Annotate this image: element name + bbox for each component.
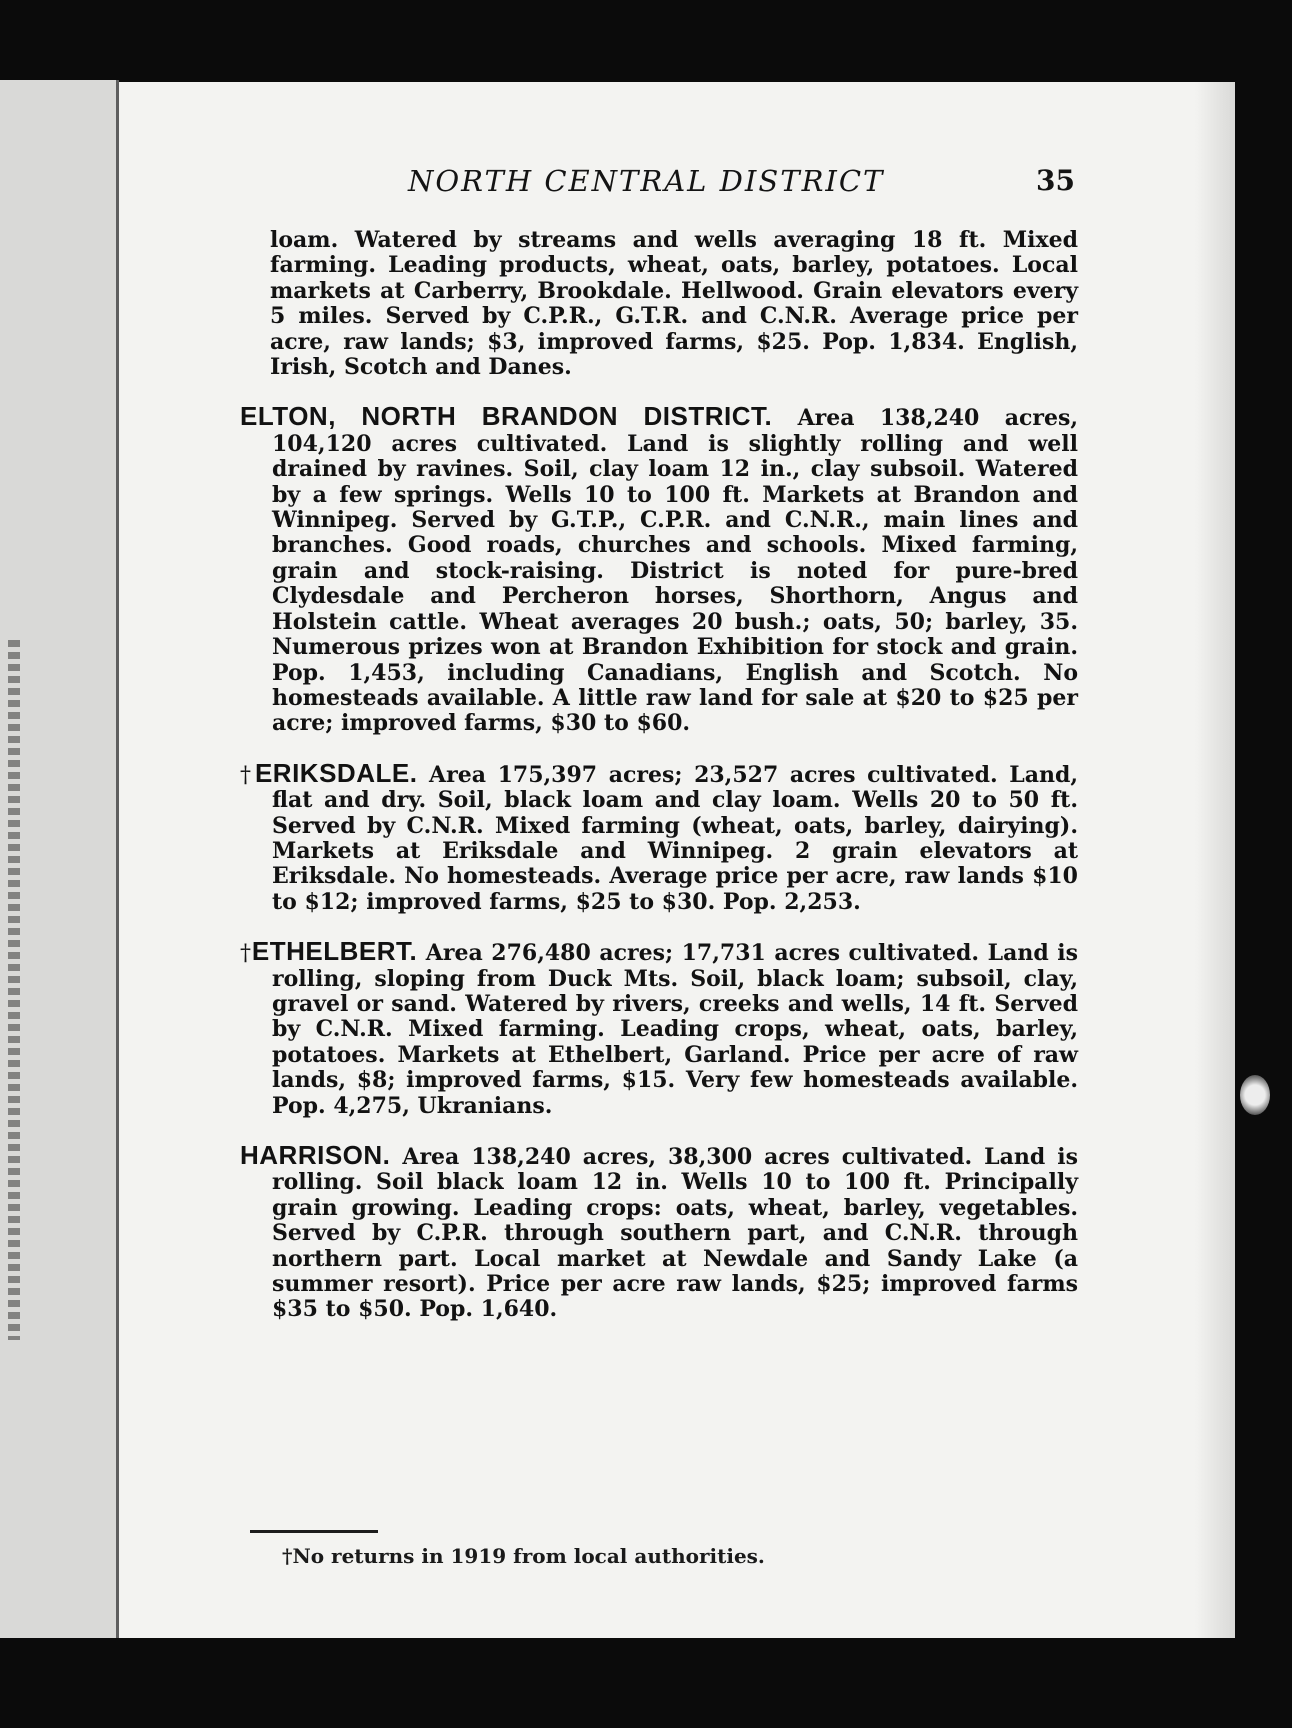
- page-number: 35: [1036, 164, 1075, 197]
- district-description: Area 138,240 acres, 38,300 acres cultivated. Land is rolling. Soil black loam 12 in. Wells 10 to 100 ft. Principally grain growing. Leading crops: oats, wheat, barley, vegetables. Served by C.P.R. through southern part, and C.N.R. through northern part. Local market at Newdale and Sandy Lake (a summer resort). Price per acre raw lands, $25; improved farms $35 to $50. Pop. 1,640.: [272, 1144, 1078, 1323]
- article-body: [240, 228, 1078, 1347]
- dagger-mark: †: [240, 941, 252, 967]
- dagger-mark: †: [240, 762, 255, 788]
- district-name: HARRISON.: [240, 1140, 391, 1170]
- page-edge-shadow: [1195, 82, 1235, 1644]
- district-entry-elton: [240, 401, 1078, 737]
- district-name: ETHELBERT.: [251, 936, 418, 967]
- district-name: ERIKSDALE.: [254, 757, 418, 788]
- district-description: Area 175,397 acres; 23,527 acres cultivated. Land, flat and dry. Soil, black loam and clay loam. Wells 20 to 50 ft. Served by C.N.R. Mixed farming (wheat, oats, barley, dairying). Markets at Eriksdale and Winnipeg. 2 grain elevators at Eriksdale. No homesteads. Average price per acre, raw lands $10 to $12; improved farms, $25 to $30. Pop. 2,253.: [272, 761, 1079, 915]
- district-entry-eriksdale: [240, 757, 1079, 915]
- running-header: NORTH CENTRAL DISTRICT: [408, 164, 885, 198]
- facing-page-edge: [0, 80, 119, 1640]
- footnote-rule: [250, 1530, 378, 1533]
- district-name: ELTON, NORTH BRANDON DISTRICT.: [240, 401, 773, 432]
- district-entry-ethelbert: [240, 936, 1079, 1119]
- district-description: Area 276,480 acres; 17,731 acres cultivated. Land is rolling, sloping from Duck Mts. Soil, black loam; subsoil, clay, gravel or sand. Watered by rivers, creeks and wells, 14 ft. Served by C.N.R. Mixed farming. Leading crops, wheat, oats, barley, potatoes. Markets at Ethelbert, Garland. Price per acre of raw lands, $8; improved farms, $15. Very few homesteads available. Pop. 4,275, Ukranians.: [272, 940, 1079, 1119]
- district-entry-harrison: [240, 1140, 1078, 1323]
- footnote: †No returns in 1919 from local authorities.: [282, 1544, 765, 1568]
- district-description: Area 138,240 acres, 104,120 acres cultivated. Land is slightly rolling and well drained by ravines. Soil, clay loam 12 in., clay subsoil. Watered by a few springs. Wells 10 to 100 ft. Markets at Brandon and Winnipeg. Served by G.T.P., C.P.R. and C.N.R., main lines and branches. Good roads, churches and schools. Mixed farming, grain and stock-raising. District is noted for pure-bred Clydesdale and Percheron horses, Shorthorn, Angus and Holstein cattle. Wheat averages 20 bush.; oats, 50; barley, 35. Numerous prizes won at Brandon Exhibition for stock and grain. Pop. 1,453, including Canadians, English and Scotch. No homesteads available. A little raw land for sale at $20 to $25 per acre; improved farms, $30 to $60.: [272, 405, 1078, 737]
- facing-page-text-fragment: [8, 640, 20, 1340]
- continuation-paragraph: loam. Watered by streams and wells averaging 18 ft. Mixed farming. Leading products, wheat, oats, barley, potatoes. Local markets at Carberry, Brookdale. Hellwood. Grain elevators every 5 miles. Served by C.P.R., G.T.R. and C.N.R. Average price per acre, raw lands; $3, improved farms, $25. Pop. 1,834. English, Irish, Scotch and Danes.: [270, 227, 1078, 381]
- scan-background-bottom: [0, 1638, 1292, 1728]
- scan-artifact: [1240, 1075, 1270, 1115]
